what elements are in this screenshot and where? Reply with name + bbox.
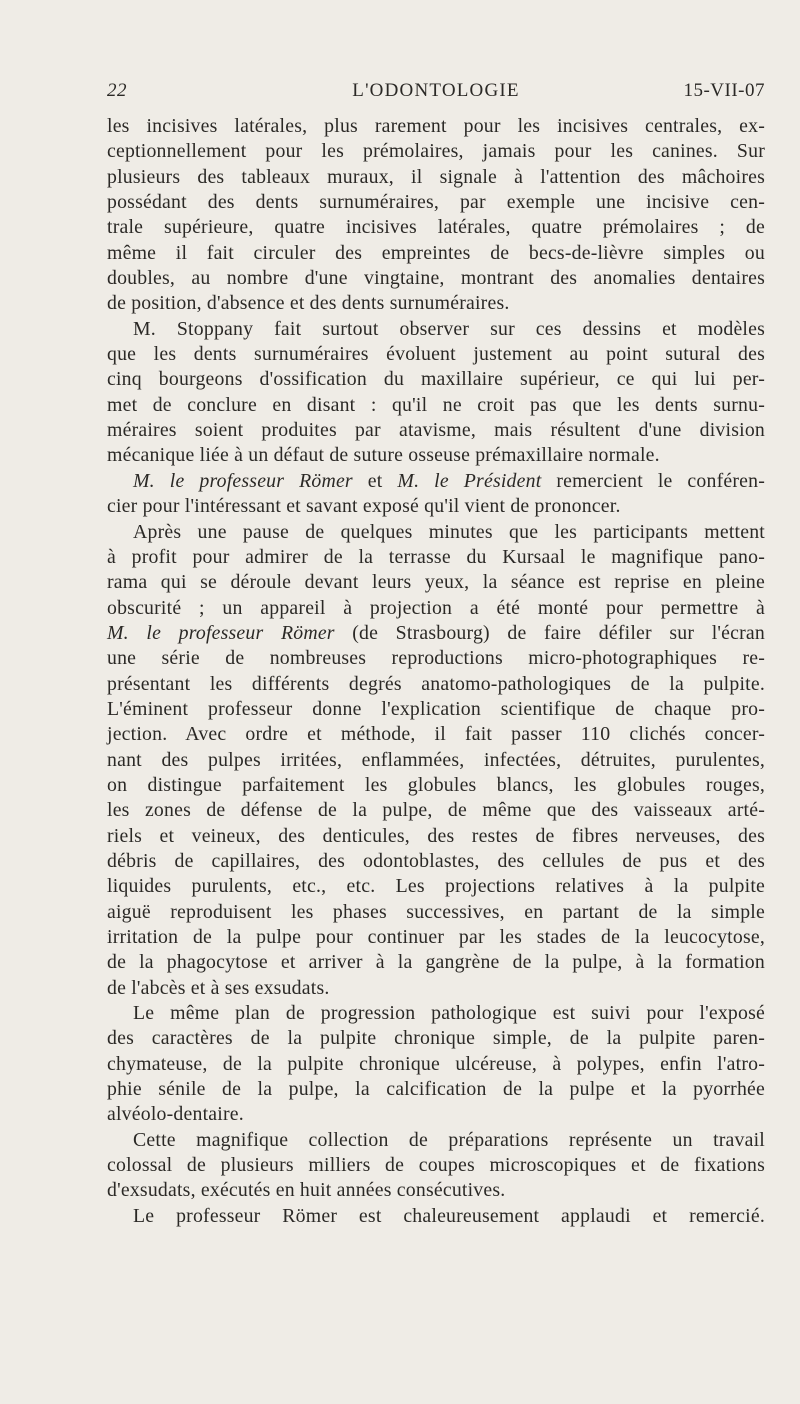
text-line: de la phagocytose et arriver à la gangrène de la pulpe, à la formation [107, 951, 765, 974]
text-line: les zones de défense de la pulpe, de même que des vaisseaux arté- [107, 799, 765, 822]
text-line: mécanique liée à un défaut de suture osseuse prémaxillaire normale. [107, 444, 660, 467]
text-line: jection. Avec ordre et méthode, il fait passer 110 clichés concer- [107, 723, 765, 746]
text-line: doubles, au nombre d'une vingtaine, montrant des anomalies dentaires [107, 267, 765, 290]
text-line [107, 621, 765, 646]
paragraph-start-line: Cette magnifique collection de préparations représente un travail [133, 1128, 765, 1151]
page-number: 22 [107, 80, 127, 101]
text-line: même il fait circuler des empreintes de becs-de-lièvre simples ou [107, 241, 765, 264]
text-line: L'éminent professeur donne l'explication scientifique de chaque pro- [107, 697, 765, 720]
text-line: à profit pour admirer de la terrasse du Kursaal le magnifique pano- [107, 545, 765, 568]
text-line: met de conclure en disant : qu'il ne croit pas que les dents surnu- [107, 393, 765, 416]
text-line: obscurité ; un appareil à projection a été monté pour permettre à [107, 596, 765, 619]
text-line: les incisives latérales, plus rarement pour les incisives centrales, ex- [107, 115, 765, 137]
text-line: nant des pulpes irritées, enflammées, infectées, détruites, purulentes, [107, 748, 765, 771]
article-body [107, 114, 765, 1229]
text-line: irritation de la pulpe pour continuer par les stades de la leucocytose, [107, 926, 765, 948]
text-line: des caractères de la pulpite chronique simple, de la pulpite paren- [107, 1027, 765, 1050]
italic-name-professor-romer: M. le professeur Römer [133, 469, 353, 492]
text-line: une série de nombreuses reproductions micro-photographiques re- [107, 647, 765, 670]
text-line: riels et veineux, des denticules, des restes de fibres nerveuses, des [107, 824, 765, 847]
issue-date: 15-VII-07 [683, 80, 765, 101]
text-line: trale supérieure, quatre incisives latérales, quatre prémolaires ; de [107, 216, 765, 239]
paragraph-start-line: Après une pause de quelques minutes que les participants mettent [133, 520, 765, 543]
text-line: liquides purulents, etc., etc. Les projections relatives à la pulpite [107, 875, 765, 898]
text-line: ceptionnellement pour les prémolaires, jamais pour les canines. Sur [107, 140, 765, 163]
journal-title: L'ODONTOLOGIE [352, 80, 520, 101]
text-line: présentant les différents degrés anatomo-pathologiques de la pulpite. [107, 672, 765, 695]
text-line: rama qui se déroule devant leurs yeux, la séance est reprise en pleine [107, 571, 765, 594]
text-line: aiguë reproduisent les phases successives, en partant de la simple [107, 900, 765, 923]
text-line: débris de capillaires, des odontoblastes, des cellules de pus et des [107, 849, 765, 872]
text-line: phie sénile de la pulpe, la calcification de la pulpe et la pyorrhée [107, 1078, 765, 1101]
text-line: d'exsudats, exécutés en huit années consécutives. [107, 1179, 506, 1202]
text-line: cinq bourgeons d'ossification du maxillaire supérieur, ce qui lui per- [107, 368, 765, 391]
text-fragment: remercient le conféren- [541, 469, 766, 492]
text-line: chymateuse, de la pulpite chronique ulcéreuse, à polypes, enfin l'atro- [107, 1052, 765, 1075]
text-line: de position, d'absence et des dents surnuméraires. [107, 292, 510, 315]
text-line: cier pour l'intéressant et savant exposé qu'il vient de prononcer. [107, 495, 621, 518]
text-line: que les dents surnuméraires évoluent justement au point sutural des [107, 343, 765, 366]
text-line: colossal de plusieurs milliers de coupes microscopiques et de fixations [107, 1154, 765, 1177]
italic-name-professor-romer: M. le professeur Römer [107, 621, 335, 644]
text-fragment: (de Strasbourg) de faire défiler sur l'écran [334, 621, 765, 644]
running-header [107, 80, 765, 106]
text-line: plusieurs des tableaux muraux, il signale à l'attention des mâchoires [107, 165, 765, 188]
paragraph-start-line: Le professeur Römer est chaleureusement applaudi et remercié. [133, 1204, 765, 1227]
paragraph-start-line: Le même plan de progression pathologique est suivi pour l'exposé [133, 1002, 765, 1025]
text-line: de l'abcès et à ses exsudats. [107, 976, 330, 999]
text-line: possédant des dents surnuméraires, par exemple une incisive cen- [107, 191, 765, 214]
text-fragment: et [352, 469, 398, 492]
text-line: méraires soient produites par atavisme, mais résultent d'une division [107, 419, 765, 442]
paragraph-start-line [107, 469, 765, 494]
paragraph-start-line: M. Stoppany fait surtout observer sur ces dessins et modèles [133, 317, 765, 340]
text-line: alvéolo-dentaire. [107, 1103, 244, 1126]
italic-name-president: M. le Président [397, 469, 542, 492]
text-line: on distingue parfaitement les globules blancs, les globules rouges, [107, 773, 765, 796]
